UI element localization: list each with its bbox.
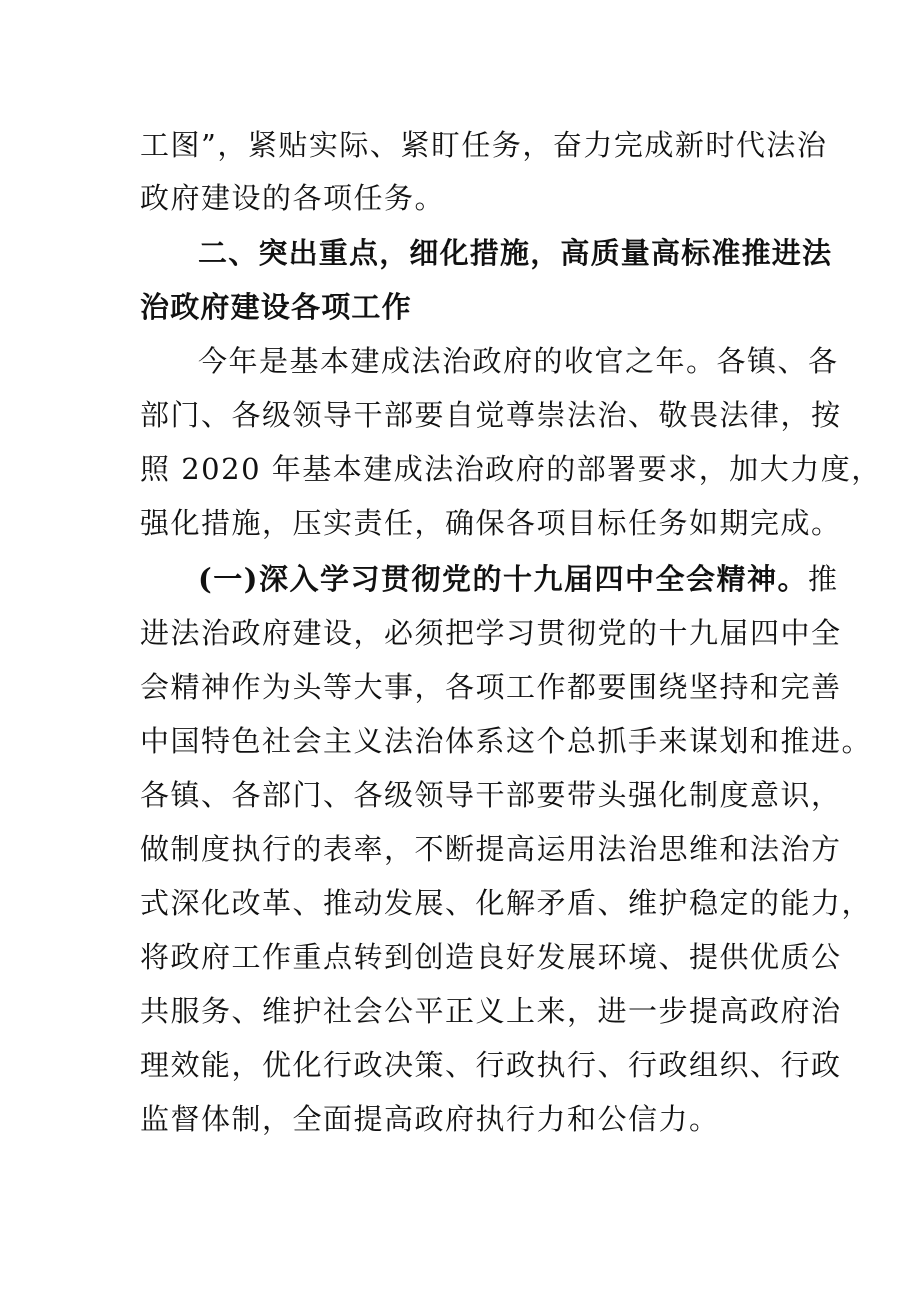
paragraph-line: 部门、各级领导干部要自觉尊崇法治、敬畏法律，按 xyxy=(140,398,842,432)
paragraph-line: 进法治政府建设，必须把学习贯彻党的十九届四中全 xyxy=(140,616,842,650)
paragraph-line: 监督体制，全面提高政府执行力和公信力。 xyxy=(140,1102,720,1136)
subsection-title: (一)深入学习贯彻党的十九届四中全会精神。 xyxy=(198,562,808,596)
paragraph-line: 式深化改革、推动发展、化解矛盾、维护稳定的能力， xyxy=(140,886,873,920)
paragraph-line: 中国特色社会主义法治体系这个总抓手来谋划和推进。 xyxy=(140,724,873,758)
intro-line: 政府建设的各项任务。 xyxy=(140,181,446,215)
paragraph-line: 理效能，优化行政决策、行政执行、行政组织、行政 xyxy=(140,1048,842,1082)
subsection-title-tail: 推 xyxy=(807,562,839,596)
paragraph-line: 各镇、各部门、各级领导干部要带头强化制度意识， xyxy=(140,778,842,812)
paragraph-line: 共服务、维护社会公平正义上来，进一步提高政府治 xyxy=(140,994,842,1028)
paragraph-line: 照 2020 年基本建成法治政府的部署要求，加大力度， xyxy=(140,452,882,486)
section-heading-line: 二、突出重点，细化措施，高质量高标准推进法 xyxy=(198,236,833,270)
paragraph-line: 做制度执行的表率，不断提高运用法治思维和法治方 xyxy=(140,832,842,866)
paragraph-line: 将政府工作重点转到创造良好发展环境、提供优质公 xyxy=(140,940,842,974)
section-heading-line: 治政府建设各项工作 xyxy=(140,290,412,324)
paragraph-line: 会精神作为头等大事，各项工作都要围绕坚持和完善 xyxy=(140,670,842,704)
paragraph-line: 今年是基本建成法治政府的收官之年。各镇、各 xyxy=(198,344,839,378)
paragraph-line: 强化措施，压实责任，确保各项目标任务如期完成。 xyxy=(140,506,842,540)
intro-line: 工图”，紧贴实际、紧盯任务，奋力完成新时代法治 xyxy=(140,128,828,162)
subsection-line xyxy=(198,559,839,599)
